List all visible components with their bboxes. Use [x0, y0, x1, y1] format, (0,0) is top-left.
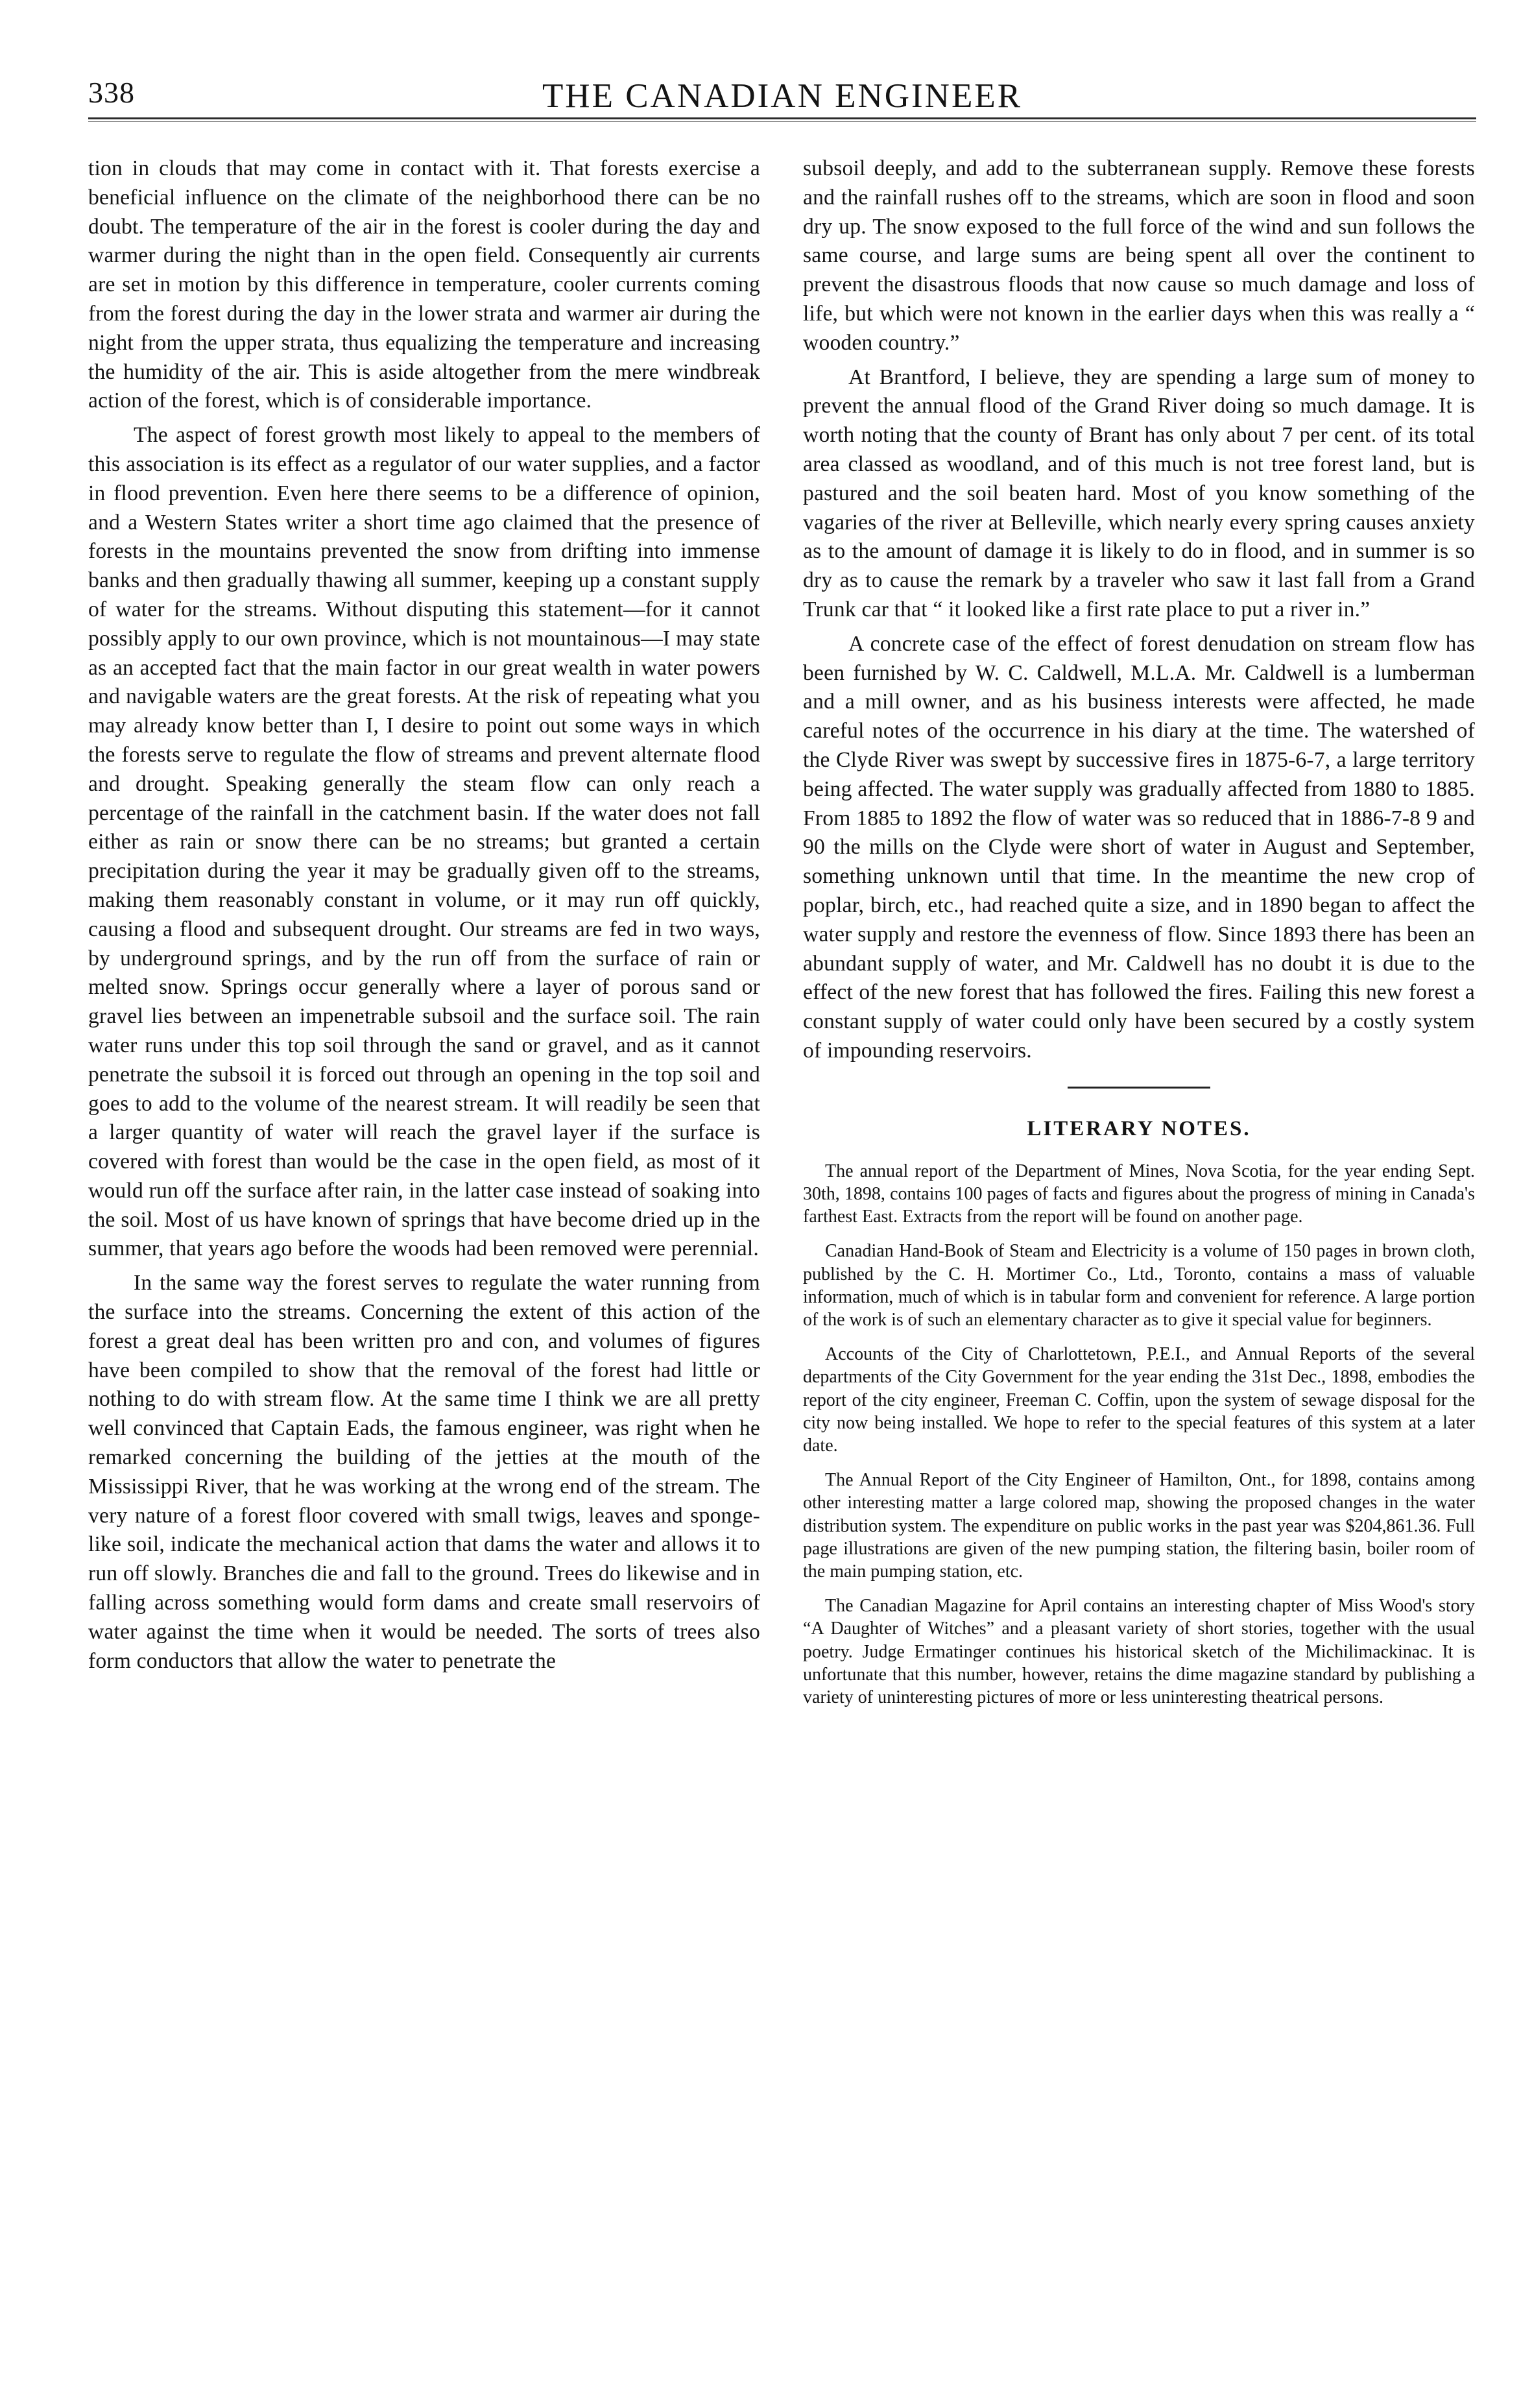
article-paragraph: A concrete case of the effect of forest denudation on stream flow has been furnished by W. C. Caldwell, M.L.A. Mr. Caldwell is a lumberman and a mill owner, and as his business interests were affected, he made careful notes of the occurrence in his diary at the time. The watershed of the Clyde River was swept by successive fires in 1875-6-7, a large territory being affected. The water supply was gradually affected from 1880 to 1885. From 1885 to 1892 the flow of water was so reduced that in 1886-7-8 9 and 90 the mills on the Clyde were short of water in August and September, something unknown until that time. In the meantime the new crop of poplar, birch, etc., had reached quite a size, and in 1890 began to affect the water supply and restore the evenness of flow. Since 1893 there has been an abundant supply of water, and Mr. Caldwell has no doubt it is due to the effect of the new forest that has followed the fires. Failing this new forest a constant supply of water could only have been secured by a costly system of impounding reservoirs. [803, 631, 1475, 1063]
literary-note: The Annual Report of the City Engineer of Hamilton, Ont., for 1898, contains among other interesting matter a large colored map, showing the proposed changes in the water distribution system. The expenditure on public works in the past year was $204,861.36. Full page illustrations are given of the new pumping station, the filtering basin, boiler room of the main pumping station, etc. [803, 1470, 1475, 1582]
article-paragraph: At Brantford, I believe, they are spending a large sum of money to prevent the annual flood of the Grand River doing so much damage. It is worth noting that the county of Brant has only about 7 per cent. of its total area classed as woodland, and of this much is not tree forest land, but is pastured and the soil beaten hard. Most of you know something of the vagaries of the river at Belleville, which nearly every spring causes anxiety as to the amount of damage it is likely to do in flood, and in summer is so dry as to cause the remark by a traveler who saw it last fall from a Grand Trunk car that “ it looked like a first rate place to put a river in.” [803, 365, 1475, 621]
article-paragraph: The aspect of forest growth most likely to appeal to the members of this association is its effect as a regulator of our water supplies, and a factor in flood prevention. Even here there seems to be a difference of opinion, and a Western States writer a short time ago claimed that the presence of forests in the mountains prevented the snow from drifting into immense banks and then gradually thawing all summer, keeping up a constant supply of water for the streams. Without disputing this statement—for it cannot possibly apply to our own province, which is not mountainous—I may state as an accepted fact that the main factor in our great wealth in water powers and navigable waters are the great forests. At the risk of repeating what you may already know better than I, I desire to point out some ways in which the forests serve to regulate the flow of streams and prevent alternate flood and drought. Speaking generally the steam flow can only reach a percentage of the rainfall in the catchment basin. If the water does not fall either as rain or snow there can be no streams; but granted a certain precipitation during the year it may be gradually given off to the streams, making them reasonably constant in volume, or it may run off quickly, causing a flood and subsequent drought. Our streams are fed in two ways, by underground springs, and by the run off from the surface of rain or melted snow. Springs occur generally where a layer of porous sand or gravel lies between an impenetrable subsoil and the surface soil. The rain water runs under this top soil through the sand or gravel, and as it cannot penetrate the subsoil it is forced out through an opening in the top soil and goes to add to the volume of the nearest stream. It will readily be seen that a larger quantity of water will reach the gravel layer if the surface is covered with forest than would be the case in the open field, as most of it would run off the surface after rain, in the latter case instead of soaking into the soil. Most of us have known of springs that have become dried up in the summer, that years ago before the woods had been removed were perennial. [88, 423, 760, 1261]
literary-note: The Canadian Magazine for April contains an interesting chapter of Miss Wood's story “A Daughter of Witches” and a pleasant variety of short stories, together with the usual poetry. Judge Ermatinger continues his historical sketch of the Michilimackinac. It is unfortunate that this number, however, retains the dime magazine standard by publishing a variety of uninteresting pictures of more or less uninteresting theatrical persons. [803, 1596, 1475, 1707]
article-paragraph: subsoil deeply, and add to the subterranean supply. Remove these forests and the rainfall rushes off to the streams, which are soon in flood and soon dry up. The snow exposed to the full force of the wind and sun follows the same course, and large sums are being spent all over the continent to prevent the disastrous floods that now cause so much damage and loss of life, but which were not known in the earlier days when this was really a “ wooden country.” [803, 156, 1475, 355]
page-number: 338 [88, 76, 135, 109]
literary-notes-heading: LITERARY NOTES. [1027, 1116, 1251, 1140]
journal-title: THE CANADIAN ENGINEER [542, 77, 1023, 115]
page-header [88, 68, 1476, 120]
header-rule-thin [88, 121, 1476, 122]
right-column [803, 154, 1475, 1709]
section-divider [1068, 1087, 1210, 1089]
literary-note: Accounts of the City of Charlottetown, P.E.I., and Annual Reports of the several departments of the City Government for the year ending the 31st Dec., 1898, embodies the report of the city engineer, Freeman C. Coffin, upon the system of sewage disposal for the city now being installed. We hope to refer to the special features of this system at a later date. [803, 1344, 1475, 1456]
header-rule [88, 117, 1476, 119]
article-paragraph: In the same way the forest serves to regulate the water running from the surface into the streams. Concerning the extent of this action of the forest a great deal has been written pro and con, and volumes of figures have been compiled to show that the removal of the forest had little or nothing to do with stream flow. At the same time I think we are all pretty well convinced that Captain Eads, the famous engineer, was right when he remarked concerning the building of the jetties at the mouth of the Mississippi River, that he was working at the wrong end of the stream. The very nature of a forest floor covered with small twigs, leaves and sponge-like soil, indicate the mechanical action that dams the water and allows it to run off slowly. Branches die and fall to the ground. Trees do likewise and in falling across something would form dams and create small reservoirs of water against the time when it would be needed. The sorts of trees also form conductors that allow the water to penetrate the [88, 1271, 760, 1673]
article-paragraph: tion in clouds that may come in contact with it. That forests exercise a beneficial influence on the climate of the neighborhood there can be no doubt. The temperature of the air in the forest is cooler during the day and warmer during the night than in the open field. Consequently air currents are set in motion by this difference in temperature, cooler currents coming from the forest during the day in the lower strata and warmer air during the night from the upper strata, thus equalizing the temperature and increasing the humidity of the air. This is aside altogether from the mere windbreak action of the forest, which is of considerable importance. [88, 156, 760, 413]
literary-note: Canadian Hand-Book of Steam and Electricity is a volume of 150 pages in brown cloth, published by the C. H. Mortimer Co., Ltd., Toronto, contains a mass of valuable information, much of which is in tabular form and convenient for reference. A large portion of the work is of such an elementary character as to give it special value for beginners. [803, 1241, 1475, 1330]
literary-note: The annual report of the Department of Mines, Nova Scotia, for the year ending Sept. 30th, 1898, contains 100 pages of facts and figures about the progress of mining in Canada's farthest East. Extracts from the report will be found on another page. [803, 1161, 1475, 1227]
left-column [88, 154, 760, 1676]
